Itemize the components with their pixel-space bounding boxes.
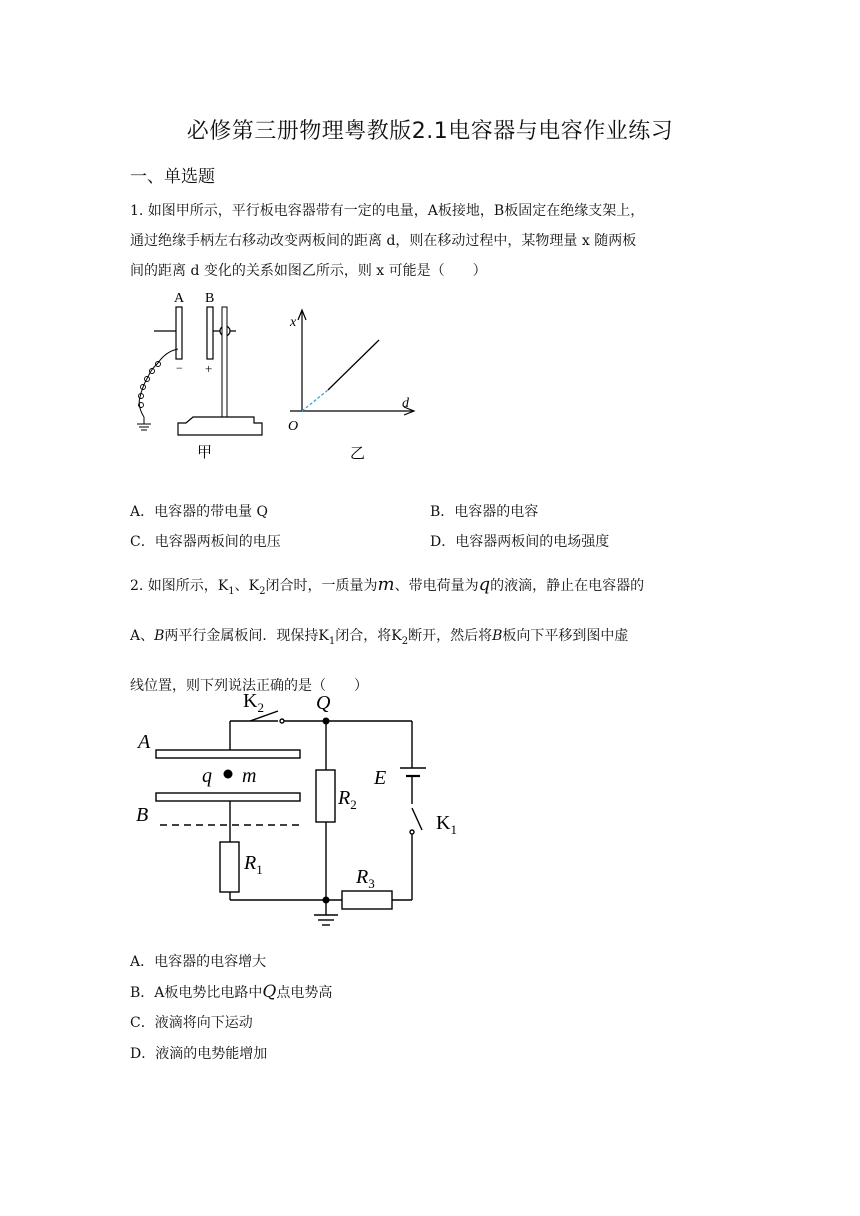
q1-line-3: 间的距离 d 变化的关系如图乙所示，则 x 可能是（ ） — [130, 263, 487, 279]
graph-x-label: x — [290, 315, 297, 330]
node-ground-dot — [323, 897, 330, 904]
graph-data-line — [328, 340, 379, 390]
drop-q-label: q — [202, 765, 212, 787]
node-q-dot — [323, 718, 330, 725]
ground-wire — [139, 349, 178, 417]
q1-line-2: 通过绝缘手柄左右移动改变两板间的距离 d，则在移动过程中，某物理量 x 随两板 — [130, 233, 637, 249]
plate-b-label-circuit: B — [136, 804, 149, 826]
q2-option-d: D．液滴的电势能增加 — [130, 1046, 268, 1062]
switch-k1-label: $K_1$ — [436, 812, 457, 837]
q1-option-d: D．电容器两板间的电场强度 — [430, 534, 610, 550]
resistor-r3 — [342, 891, 392, 909]
q2-option-a: A．电容器的电容增大 — [130, 954, 267, 970]
battery-e-label: E — [374, 767, 387, 789]
q2-option-b: B．A板电势比电路中Q点电势高 — [130, 982, 333, 1002]
q1-option-c: C．电容器两板间的电压 — [130, 534, 281, 550]
plate-b — [207, 307, 213, 359]
resistor-r1 — [220, 842, 239, 892]
q2-line-2: A、B两平行金属板间．现保持$K_1$闭合，将$K_2$断开，然后将B板向下平移到图中虚 — [130, 627, 629, 647]
switch-k1 — [412, 808, 422, 830]
plate-b-label: B — [205, 291, 215, 306]
switch-k2-label: $K_2$ — [243, 690, 264, 715]
minus-sign: − — [176, 361, 183, 375]
q2-line-1: 2. 如图所示，$K_1$、$K_2$闭合时，一质量为m、带电荷量为q的液滴，静止在电容器的 — [130, 574, 645, 597]
q2-circuit-diagram — [130, 686, 470, 936]
plate-a-label-circuit: A — [138, 731, 151, 753]
stand-pole — [222, 307, 227, 417]
q1-figure-graph — [282, 306, 422, 462]
circuit-plate-b — [156, 793, 300, 801]
resistor-r1-label: $R_1$ — [244, 852, 263, 877]
drop-m-label: m — [242, 765, 257, 787]
node-q-label: Q — [316, 692, 331, 714]
figure-a-caption: 甲 — [197, 445, 213, 461]
stand-base — [178, 417, 262, 435]
plate-a-label: A — [174, 291, 185, 306]
page-title: 必修第三册物理粤教版2.1电容器与电容作业练习 — [186, 119, 674, 144]
q1-option-a: A．电容器的带电量 Q — [130, 504, 269, 520]
q1-figure-capacitor — [128, 285, 268, 465]
section-heading: 一、单选题 — [130, 167, 215, 187]
q2-line-3: 线位置，则下列说法正确的是（ ） — [130, 677, 368, 694]
q1-option-b: B．电容器的电容 — [430, 504, 539, 520]
plate-a — [176, 307, 182, 359]
graph-origin-label: O — [288, 419, 299, 434]
switch-k2 — [250, 711, 278, 721]
resistor-r3-label: $R_3$ — [356, 866, 375, 891]
charged-droplet — [224, 770, 233, 779]
graph-extrapolation-line — [302, 390, 328, 411]
resistor-r2 — [316, 770, 335, 822]
q1-text — [130, 196, 730, 286]
graph-d-label: d — [402, 396, 409, 411]
figure-b-caption: 乙 — [350, 446, 366, 462]
plus-sign: + — [205, 361, 213, 376]
resistor-r2-label: $R_2$ — [338, 787, 357, 812]
q2-option-c: C．液滴将向下运动 — [130, 1015, 253, 1031]
circuit-plate-a — [156, 750, 300, 758]
q1-line-1: 1. 如图甲所示，平行板电容器带有一定的电量，A板接地，B板固定在绝缘支架上， — [130, 203, 645, 219]
